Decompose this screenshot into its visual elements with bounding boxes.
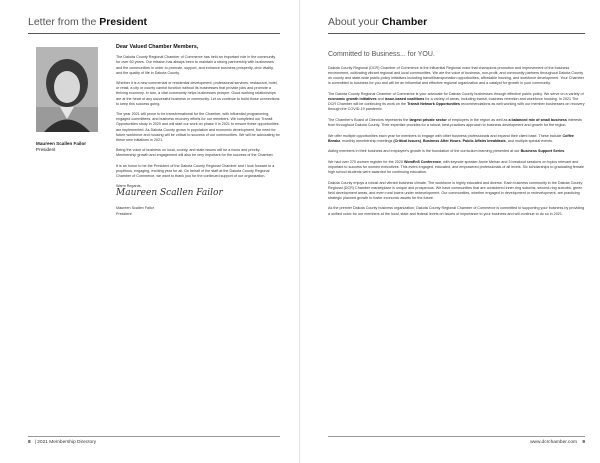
signature-script: Maureen Scallen Failor	[116, 188, 223, 199]
emphasis-text: a balanced mix of small business	[508, 117, 567, 122]
emphasis-text: (Critical Issues)	[393, 138, 421, 143]
right-footer-rule	[328, 436, 585, 437]
emphasis-text: Business Support Series	[520, 149, 565, 154]
about-paragraph: As the premier Dakota County business organization, Dakota County Regional Chamber of Commerce is committed to supporting your business by providing a unified voice for our members at the local, state and federal levels on issues of importance to your business and will continue to do so in 2021.	[328, 206, 585, 216]
left-header-bold: President	[99, 16, 148, 28]
caption-title: President	[36, 147, 56, 152]
emphasis-text: largest private sector	[409, 117, 447, 122]
about-paragraph: Dakota County enjoys a robust and vibrant business climate. The workforce is highly educated and diverse. Each business community in the Dakota County Regional (DCR) Chamber marketplace is unique and prosperous. We have communities that are considered inner-ring suburbs, second-ring suburbs, green field development areas, and even rural towns under redevelopment. Our communities, whether engaged in development or redevelopment, are practicing strategic planned growth to foster economic assets for the future.	[328, 180, 583, 200]
left-header-prefix: Letter from the	[28, 16, 97, 28]
emphasis-text: Coffee Breakz	[328, 133, 574, 143]
right-footer	[530, 440, 585, 445]
left-footer-rule	[28, 436, 280, 437]
right-header-rule	[328, 33, 585, 34]
emphasis-text: Transit Network Opportunities	[407, 102, 460, 107]
about-paragraphs	[328, 66, 585, 217]
letter-paragraph: The year 2021 will prove to be transformational for the Chamber, with influential programming, engaged committees, and business recovery efforts for our members. We completed our Transit Opportunities study in 2020 and will start our work on phase II in 2021 to ensure these opportunities are implemented. As Dakota County grows in population and economic development, the need for future workforce and housing will be critical to success of our communities. We will be advocating for these new initiatives in 2021.	[116, 112, 280, 143]
about-paragraph: The Chamber's Board of Directors represents the largest private sector of employers in the region as well as a balanced mix of small business interests from throughout Dakota County. Their expertise provides for a robust, best-practices approach to business development and growth for the region.	[328, 117, 582, 127]
president-letter	[116, 45, 280, 217]
letter-paragraph: The Dakota County Regional Chamber of Commerce has held an important role in the community for over 60 years. Our mission has always been to maintain a strong partnership with businesses and the communities in order to promote, support, and enhance business prosperity, civic vitality, and the quality of life in Dakota County.	[116, 55, 276, 75]
emphasis-text: issue-based coalitions	[384, 97, 425, 102]
signature-image	[116, 188, 280, 205]
left-page-number: 8	[28, 440, 31, 445]
left-page-header	[28, 16, 147, 28]
letter-paragraph: Whether it is a new commercial or residential development, professional services, restaurant, hotel, or retail, a city or county cannot function without its businesses that provide jobs and promote a thriving economy. In turn, a vital community helps businesses prosper. Good working relationships are at the heart of any successful business or community. Let us continue to build those connections to keep this success going.	[116, 81, 280, 106]
right-footer-url: www.dcrchamber.com	[530, 440, 577, 445]
left-header-rule	[28, 33, 280, 34]
letter-greeting: Dear Valued Chamber Members,	[116, 44, 199, 50]
about-paragraph: We offer multiple opportunities each year for members to engage with other business professionals and expand their client base. These include Coffee Breakz, monthly membership meetings (Critical Issues), Business After Hours, Public Affairs breakfasts, and multiple special events.	[328, 133, 574, 143]
emphasis-text: Public Affairs breakfasts	[462, 138, 506, 143]
letter-closing: Warm Regards,	[116, 184, 142, 189]
photo-caption	[36, 141, 108, 153]
right-header-bold: Chamber	[381, 16, 428, 28]
letter-paragraph: Being the voice of business on local, county, and state issues will be a focus and priority. Membership growth and engagement will also be very important for the success of the Chamber.	[116, 148, 274, 158]
about-paragraph: Aiding members in their business and employee's growth is the foundation of the curriculum learning presented at our Business Support Series.	[328, 149, 566, 154]
caption-name: Maureen Scallen Failor	[36, 141, 87, 146]
right-page	[300, 0, 600, 463]
letter-paragraph: It is an honor to be the President of the Dakota County Regional Chamber and I look forward to a propitious, engaging, exciting year for all. On behalf of the staff at the Dakota County Regional Chamber of Commerce, we want to thank you for the continued support of our organization.	[116, 163, 275, 179]
right-page-number: 9	[582, 440, 585, 445]
emphasis-text: Business After Hours	[422, 138, 461, 143]
about-paragraph: Dakota County Regional (DCR) Chamber of Commerce is the influential Regional voice that champions promotion and improvement of the business environment, cultivating vibrant regional and local communities. We are the voice of business, non-profit, and community partners throughout Dakota County on county and state-wide public policy initiatives including transit/transportation opportunities, affordable housing, and workforce development. Your Chamber is committed to business for you and will be an influential and effective regional organization and a catalyst for growth in your community.	[328, 66, 584, 86]
right-header-prefix: About your	[328, 16, 379, 28]
left-footer-text: 2021 Membership Directory	[37, 440, 97, 445]
left-footer: 8 | 2021 Membership Directory	[28, 440, 97, 445]
about-paragraph: We had over 270 women register for the 2020 WomEn5 Conference, with keynote speaker Annie Mehan and 3 breakout sessions on topics relevant and important to success for women executives. This event engaged, educated, and empowered professionals of all levels. Six scholarships to graduating female high school students were awarded for continuing education.	[328, 159, 584, 174]
right-page-header	[328, 16, 427, 28]
emphasis-text: WomEn5 Conference	[403, 159, 442, 164]
president-photo	[36, 47, 98, 132]
about-paragraph: The Dakota County Regional Chamber of Commerce is your advocate for Dakota County businesses through effective public policy. We serve on a variety of economic growth initiatives and issue-based coalitions for a variety of areas, including transit, business retention and workforce housing. In 2021 The DCR Chamber will be continuing its work on the Transit Network Opportunities recommendations as well working with our member businesses on recovery through the COVID-19 pandemic.	[328, 91, 585, 112]
signoff-name: Maureen Scallen Failor	[116, 206, 154, 211]
about-subheading: Committed to Business... for YOU.	[328, 51, 435, 58]
about-chamber-body	[328, 52, 585, 222]
signoff-title: President	[116, 211, 132, 216]
emphasis-text: economic growth initiatives	[328, 97, 377, 102]
